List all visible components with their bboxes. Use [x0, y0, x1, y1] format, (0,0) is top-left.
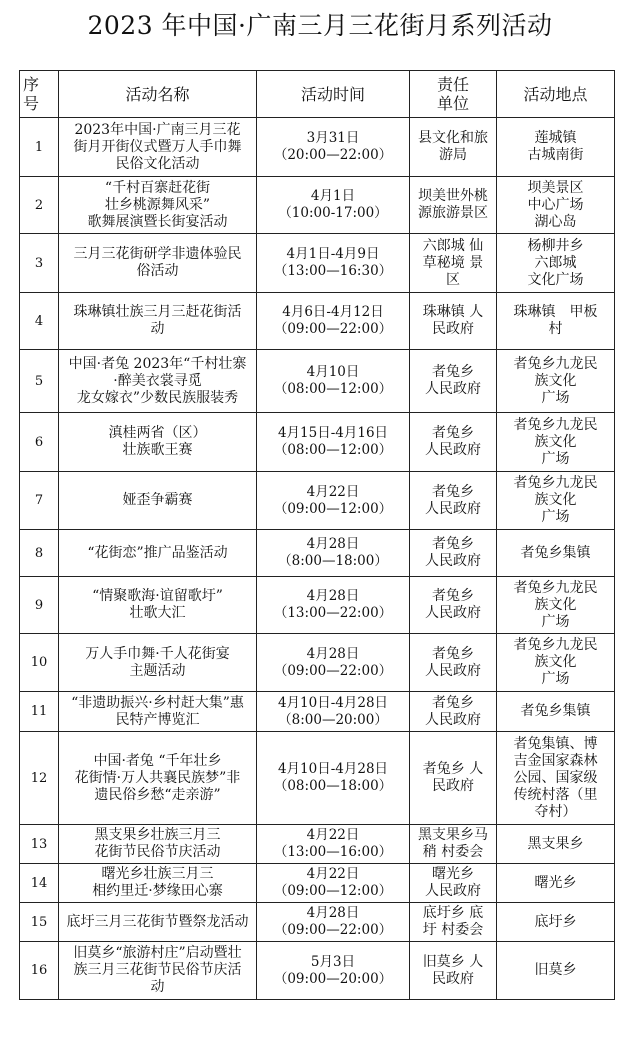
document-title: 2023 年中国·广南三月三花街月系列活动	[87, 11, 553, 40]
cell-activity: 娅歪争霸赛	[59, 472, 257, 530]
cell-time: 4月10日 （08:00—12:00）	[257, 350, 410, 413]
cell-location: 曙光乡	[497, 864, 615, 903]
cell-seq: 10	[20, 634, 59, 692]
cell-location: 者兔乡九龙民 族文化 广场	[497, 577, 615, 634]
cell-time: 4月28日 （8:00—18:00）	[257, 530, 410, 577]
cell-location: 者兔乡九龙民 族文化 广场	[497, 350, 615, 413]
header-location: 活动地点	[497, 71, 615, 118]
cell-time: 4月6日-4月12日 （09:00—22:00）	[257, 293, 410, 350]
cell-activity: 黑支果乡壮族三月三 花街节民俗节庆活动	[59, 825, 257, 864]
table-row	[20, 413, 615, 472]
cell-seq: 13	[20, 825, 59, 864]
cell-location: 者兔乡九龙民 族文化 广场	[497, 413, 615, 472]
table-row	[20, 903, 615, 942]
cell-seq: 15	[20, 903, 59, 942]
cell-unit: 曙光乡 人民政府	[410, 864, 497, 903]
table-header-row	[20, 71, 615, 118]
header-activity: 活动名称	[59, 71, 257, 118]
cell-time: 4月28日 （09:00—22:00）	[257, 903, 410, 942]
cell-location: 杨柳井乡 六郎城 文化广场	[497, 234, 615, 293]
cell-activity: 曙光乡壮族三月三 相约里迁·梦缘田心寨	[59, 864, 257, 903]
cell-unit: 六郎城 仙 草秘境 景 区	[410, 234, 497, 293]
cell-activity: 滇桂两省（区） 壮族歌王赛	[59, 413, 257, 472]
cell-time: 3月31日 （20:00—22:00）	[257, 118, 410, 177]
cell-unit: 者兔乡 人民政府	[410, 472, 497, 530]
table-row	[20, 472, 615, 530]
cell-seq: 1	[20, 118, 59, 177]
cell-location: 底圩乡	[497, 903, 615, 942]
cell-location: 者兔集镇、博 吉金国家森林 公园、国家级 传统村落（里 夺村）	[497, 732, 615, 825]
cell-location: 者兔乡九龙民 族文化 广场	[497, 472, 615, 530]
cell-unit: 底圩乡 底 圩 村委会	[410, 903, 497, 942]
cell-location: 珠琳镇 甲板 村	[497, 293, 615, 350]
cell-unit: 坝美世外桃 源旅游景区	[410, 177, 497, 234]
cell-activity: 三月三花街研学非遗体验民 俗活动	[59, 234, 257, 293]
cell-location: 莲城镇 古城南街	[497, 118, 615, 177]
table-row	[20, 530, 615, 577]
table-row	[20, 118, 615, 177]
cell-activity: “情聚歌海·谊留歌圩” 壮歌大汇	[59, 577, 257, 634]
cell-unit: 者兔乡 人民政府	[410, 692, 497, 732]
cell-time: 4月10日-4月28日 （08:00—18:00）	[257, 732, 410, 825]
cell-unit: 者兔乡 人民政府	[410, 413, 497, 472]
table-row	[20, 732, 615, 825]
cell-time: 4月28日 （09:00—22:00）	[257, 634, 410, 692]
cell-time: 4月1日-4月9日 （13:00—16:30）	[257, 234, 410, 293]
cell-activity: 珠琳镇壮族三月三赶花街活 动	[59, 293, 257, 350]
table-row	[20, 634, 615, 692]
cell-unit: 者兔乡 人 民政府	[410, 732, 497, 825]
cell-activity: 2023年中国·广南三月三花 街月开街仪式暨万人手巾舞 民俗文化活动	[59, 118, 257, 177]
cell-seq: 5	[20, 350, 59, 413]
cell-seq: 7	[20, 472, 59, 530]
cell-time: 4月22日 （13:00—16:00）	[257, 825, 410, 864]
cell-seq: 3	[20, 234, 59, 293]
cell-time: 5月3日 （09:00—20:00）	[257, 942, 410, 1000]
cell-time: 4月28日 （13:00—22:00）	[257, 577, 410, 634]
cell-seq: 16	[20, 942, 59, 1000]
activity-schedule-table	[19, 70, 615, 1000]
cell-location: 者兔乡九龙民 族文化 广场	[497, 634, 615, 692]
table-row	[20, 825, 615, 864]
cell-time: 4月15日-4月16日 （08:00—12:00）	[257, 413, 410, 472]
cell-seq: 8	[20, 530, 59, 577]
table-row	[20, 942, 615, 1000]
cell-unit: 旧莫乡 人 民政府	[410, 942, 497, 1000]
cell-location: 者兔乡集镇	[497, 530, 615, 577]
cell-activity: 中国·者兔 “千年壮乡 花街情·万人共襄民族梦”非 遗民俗乡愁“走亲游”	[59, 732, 257, 825]
cell-seq: 14	[20, 864, 59, 903]
cell-unit: 者兔乡 人民政府	[410, 577, 497, 634]
cell-seq: 2	[20, 177, 59, 234]
cell-location: 者兔乡集镇	[497, 692, 615, 732]
table-row	[20, 864, 615, 903]
table-row	[20, 293, 615, 350]
cell-activity: “非遗助振兴·乡村赶大集”惠 民特产博览汇	[59, 692, 257, 732]
cell-location: 黑支果乡	[497, 825, 615, 864]
cell-time: 4月1日 （10:00-17:00）	[257, 177, 410, 234]
cell-activity: 底圩三月三花街节暨祭龙活动	[59, 903, 257, 942]
cell-unit: 者兔乡 人民政府	[410, 350, 497, 413]
cell-location: 坝美景区 中心广场 湖心岛	[497, 177, 615, 234]
table-row	[20, 177, 615, 234]
cell-seq: 6	[20, 413, 59, 472]
cell-activity: 万人手巾舞·千人花街宴 主题活动	[59, 634, 257, 692]
cell-seq: 12	[20, 732, 59, 825]
cell-activity: “千村百寨赶花街 壮乡桃源舞风采” 歌舞展演暨长街宴活动	[59, 177, 257, 234]
cell-seq: 9	[20, 577, 59, 634]
cell-unit: 珠琳镇 人 民政府	[410, 293, 497, 350]
cell-seq: 11	[20, 692, 59, 732]
cell-time: 4月10日-4月28日 （8:00—20:00）	[257, 692, 410, 732]
table-row	[20, 692, 615, 732]
cell-location: 旧莫乡	[497, 942, 615, 1000]
table-row	[20, 577, 615, 634]
cell-activity: 旧莫乡“旅游村庄”启动暨壮 族三月三花街节民俗节庆活 动	[59, 942, 257, 1000]
cell-unit: 黑支果乡马 稍 村委会	[410, 825, 497, 864]
header-time: 活动时间	[257, 71, 410, 118]
table-row	[20, 234, 615, 293]
cell-unit: 者兔乡 人民政府	[410, 634, 497, 692]
table-row	[20, 350, 615, 413]
header-unit: 责任 单位	[410, 71, 497, 118]
cell-unit: 者兔乡 人民政府	[410, 530, 497, 577]
cell-unit: 县文化和旅 游局	[410, 118, 497, 177]
cell-time: 4月22日 （09:00—12:00）	[257, 472, 410, 530]
header-seq: 序 号	[20, 71, 59, 118]
cell-seq: 4	[20, 293, 59, 350]
cell-activity: “花街恋”推广品鉴活动	[59, 530, 257, 577]
cell-time: 4月22日 （09:00—12:00）	[257, 864, 410, 903]
cell-activity: 中国·者兔 2023年“千村壮寨 ·醉美衣裳寻觅 龙女嫁衣”少数民族服装秀	[59, 350, 257, 413]
